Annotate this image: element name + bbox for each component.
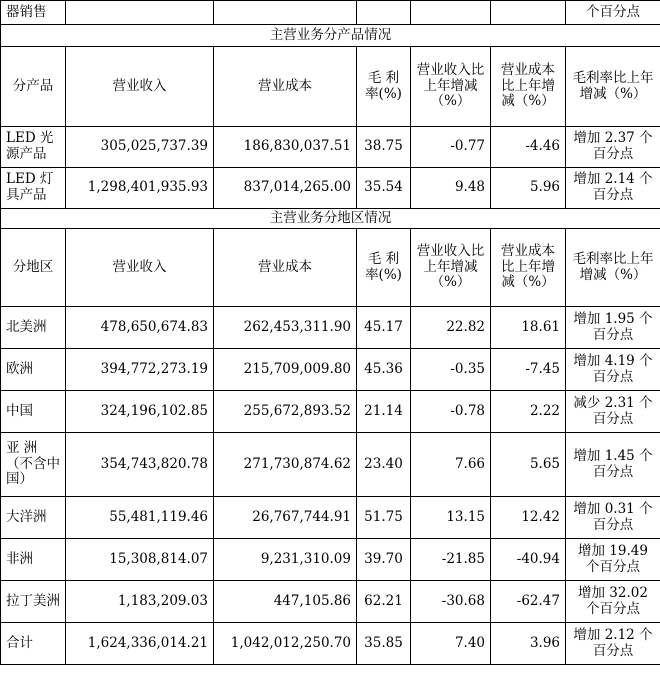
header-cell: 营业成本比上年增减（%） — [491, 229, 566, 307]
revenue-change-cell: 13.15 — [411, 497, 491, 539]
row-label: 非洲 — [1, 539, 66, 581]
revenue-cell: 305,025,737.39 — [66, 127, 214, 168]
margin-change-cell: 增加 32.02 个百分点 — [566, 581, 660, 623]
row-label: 北美洲 — [1, 307, 66, 349]
header-cell: 营业收入 — [66, 47, 214, 127]
header-cell: 营业成本 — [214, 229, 357, 307]
cost-cell: 262,453,311.90 — [214, 307, 357, 349]
margin-change-cell: 增加 1.95 个百分点 — [566, 307, 660, 349]
blank-cell — [411, 1, 491, 25]
table-row — [1, 127, 660, 168]
table-row — [1, 349, 660, 391]
revenue-cell: 394,772,273.19 — [66, 349, 214, 391]
margin-change-cell: 增加 2.14 个百分点 — [566, 168, 660, 209]
row-label: 亚 洲（不含中国） — [1, 433, 66, 497]
header-cell: 营业收入比上年增减（%） — [411, 229, 491, 307]
cost-cell: 837,014,265.00 — [214, 168, 357, 209]
row-label: 拉丁美洲 — [1, 581, 66, 623]
revenue-change-cell: -0.35 — [411, 349, 491, 391]
revenue-change-cell: 7.66 — [411, 433, 491, 497]
header-cell: 毛利率比上年增减（%） — [566, 229, 660, 307]
blank-cell — [214, 1, 357, 25]
margin-change-cell: 增加 1.45 个百分点 — [566, 433, 660, 497]
row-label: LED 光源产品 — [1, 127, 66, 168]
margin-cell: 62.21 — [357, 581, 411, 623]
margin-change-cell: 增加 2.37 个百分点 — [566, 127, 660, 168]
cost-change-cell: -40.94 — [491, 539, 566, 581]
revenue-cell: 478,650,674.83 — [66, 307, 214, 349]
table-row — [1, 623, 660, 665]
cost-change-cell: -7.45 — [491, 349, 566, 391]
revenue-cell: 1,624,336,014.21 — [66, 623, 214, 665]
revenue-change-cell: 22.82 — [411, 307, 491, 349]
blank-cell — [66, 1, 214, 25]
revenue-cell: 354,743,820.78 — [66, 433, 214, 497]
margin-cell: 35.85 — [357, 623, 411, 665]
margin-change-cell: 减少 2.31 个百分点 — [566, 391, 660, 433]
table-row — [1, 581, 660, 623]
margin-cell: 45.36 — [357, 349, 411, 391]
margin-cell: 35.54 — [357, 168, 411, 209]
top-row — [1, 1, 660, 25]
section-title-row — [1, 209, 660, 229]
cost-change-cell: -4.46 — [491, 127, 566, 168]
section-title-row — [1, 25, 660, 47]
margin-change-cell: 增加 4.19 个百分点 — [566, 349, 660, 391]
margin-cell: 23.40 — [357, 433, 411, 497]
section-title: 主营业务分产品情况 — [1, 25, 660, 47]
header-cell: 营业成本比上年增减（%） — [491, 47, 566, 127]
table-row — [1, 433, 660, 497]
cost-cell: 9,231,310.09 — [214, 539, 357, 581]
cost-cell: 447,105.86 — [214, 581, 357, 623]
row-label: 大洋洲 — [1, 497, 66, 539]
blank-cell — [357, 1, 411, 25]
table-row — [1, 168, 660, 209]
top-right-cell: 个百分点 — [566, 1, 660, 25]
revenue-change-cell: -0.77 — [411, 127, 491, 168]
header-cell: 营业收入比上年增减（%） — [411, 47, 491, 127]
margin-cell: 21.14 — [357, 391, 411, 433]
revenue-cell: 55,481,119.46 — [66, 497, 214, 539]
cost-cell: 271,730,874.62 — [214, 433, 357, 497]
cost-cell: 186,830,037.51 — [214, 127, 357, 168]
row-label: LED 灯具产品 — [1, 168, 66, 209]
header-cell: 分地区 — [1, 229, 66, 307]
blank-cell — [491, 1, 566, 25]
header-cell: 毛利率比上年增减（%） — [566, 47, 660, 127]
cost-change-cell: -62.47 — [491, 581, 566, 623]
revenue-cell: 1,298,401,935.93 — [66, 168, 214, 209]
header-cell: 分产品 — [1, 47, 66, 127]
revenue-change-cell: 7.40 — [411, 623, 491, 665]
row-label: 中国 — [1, 391, 66, 433]
margin-cell: 38.75 — [357, 127, 411, 168]
revenue-cell: 324,196,102.85 — [66, 391, 214, 433]
top-left-cell: 器销售 — [1, 1, 66, 25]
cost-change-cell: 5.96 — [491, 168, 566, 209]
margin-change-cell: 增加 2.12 个百分点 — [566, 623, 660, 665]
row-label: 合计 — [1, 623, 66, 665]
cost-cell: 215,709,009.80 — [214, 349, 357, 391]
table-row — [1, 497, 660, 539]
revenue-change-cell: 9.48 — [411, 168, 491, 209]
header-row — [1, 47, 660, 127]
revenue-cell: 15,308,814.07 — [66, 539, 214, 581]
margin-cell: 39.70 — [357, 539, 411, 581]
revenue-change-cell: -30.68 — [411, 581, 491, 623]
cost-cell: 1,042,012,250.70 — [214, 623, 357, 665]
row-label: 欧洲 — [1, 349, 66, 391]
header-row — [1, 229, 660, 307]
header-cell: 营业成本 — [214, 47, 357, 127]
revenue-change-cell: -0.78 — [411, 391, 491, 433]
margin-change-cell: 增加 0.31 个百分点 — [566, 497, 660, 539]
margin-change-cell: 增加 19.49 个百分点 — [566, 539, 660, 581]
margin-cell: 51.75 — [357, 497, 411, 539]
cost-cell: 26,767,744.91 — [214, 497, 357, 539]
header-cell: 营业收入 — [66, 229, 214, 307]
cost-change-cell: 18.61 — [491, 307, 566, 349]
header-cell: 毛 利率(%) — [357, 229, 411, 307]
cost-change-cell: 5.65 — [491, 433, 566, 497]
table-row — [1, 539, 660, 581]
header-cell: 毛 利率(%) — [357, 47, 411, 127]
cost-change-cell: 2.22 — [491, 391, 566, 433]
cost-change-cell: 12.42 — [491, 497, 566, 539]
cost-change-cell: 3.96 — [491, 623, 566, 665]
table-row — [1, 307, 660, 349]
table-row — [1, 391, 660, 433]
cost-cell: 255,672,893.52 — [214, 391, 357, 433]
revenue-cell: 1,183,209.03 — [66, 581, 214, 623]
margin-cell: 45.17 — [357, 307, 411, 349]
revenue-change-cell: -21.85 — [411, 539, 491, 581]
section-title: 主营业务分地区情况 — [1, 209, 660, 229]
